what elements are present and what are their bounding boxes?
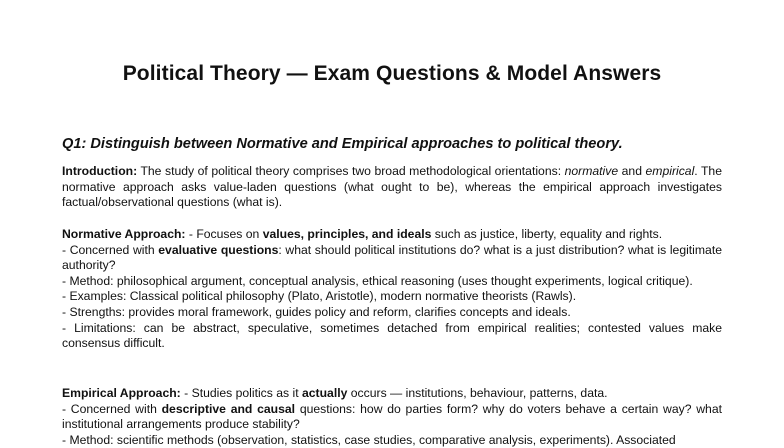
normative-concern-bold: evaluative questions [158,242,279,257]
normative-section [62,227,722,352]
normative-examples-line: - Examples: Classical political philosophy (Plato, Aristotle), modern normative theorists (Rawls). [62,289,577,304]
empirical-section [62,386,722,448]
empirical-concern-prefix: - Concerned with [62,401,162,416]
question-heading: Q1: Distinguish between Normative and Empirical approaches to political theory. [62,136,623,152]
empirical-heading-line [62,386,722,402]
intro-text-1: The study of political theory comprises two broad methodological orientations: [137,164,565,178]
normative-heading-line [62,227,722,243]
empirical-concern-bold: descriptive and causal [161,401,296,416]
normative-limitations-line: - Limitations: can be abstract, speculative, sometimes detached from empirical realities; contested values make consensus difficult. [62,320,722,351]
normative-text-2: such as justice, liberty, equality and rights. [431,227,663,241]
intro-emphasis-empirical: empirical [645,164,695,178]
introduction-paragraph [62,164,722,211]
empirical-bold-actually: actually [302,386,348,400]
empirical-label: Empirical Approach: [62,386,181,400]
introduction-section [62,164,722,211]
normative-text-1: - Focuses on [185,227,263,241]
normative-concern-prefix: - Concerned with [62,242,159,257]
intro-text-2: and [618,164,646,178]
normative-method-line: - Method: philosophical argument, conceptual analysis, ethical reasoning (uses thought experiments, logical critique). [62,273,693,288]
intro-text-3: . The normative approach asks value-laden questions (what ought to be), whereas the empirical approach investigates factual/observational questions (what is). [62,164,722,210]
empirical-text-2: occurs — institutions, behaviour, patterns, data. [347,386,608,400]
introduction-label: Introduction: [62,164,138,178]
document-title: Political Theory — Exam Questions & Model Answers [122,62,662,85]
empirical-text-1: - Studies politics as it [180,386,302,400]
normative-concern-line [62,243,722,274]
empirical-method-line: - Method: scientific methods (observation, statistics, case studies, comparative analysis, experiments). Associated [62,432,676,447]
normative-concern-text: : what should political institutions do? what is a just distribution? what is legitimate authority? [62,242,722,273]
normative-bold-values: values, principles, and ideals [262,227,432,241]
intro-emphasis-normative: normative [564,164,619,178]
normative-label: Normative Approach: [62,227,186,241]
empirical-concern-text: questions: how do parties form? why do voters behave a certain way? what institutional arrangements produce stability? [62,401,722,432]
normative-strengths-line: - Strengths: provides moral framework, guides policy and reform, clarifies concepts and ideals. [62,304,571,319]
empirical-concern-line [62,402,722,433]
